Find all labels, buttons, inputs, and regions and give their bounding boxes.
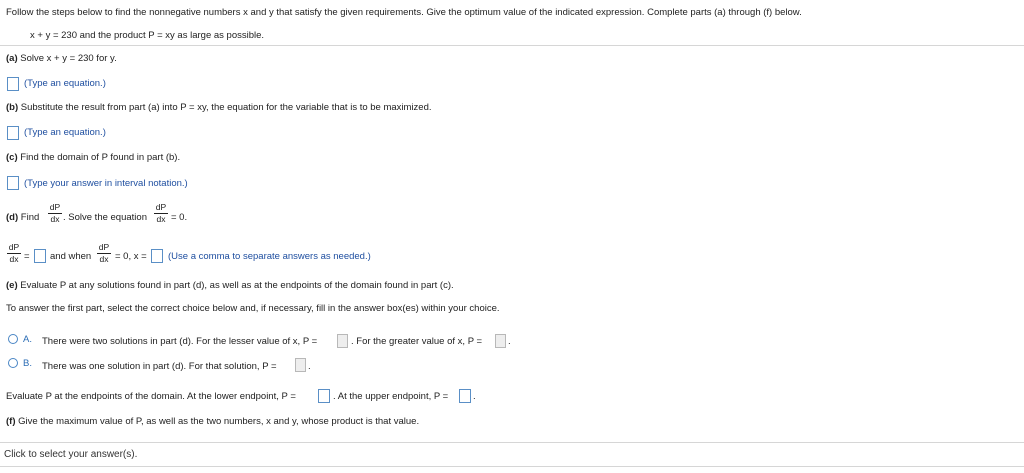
choice-b-p-box[interactable] — [295, 358, 306, 372]
choice-b-text: There was one solution in part (d). For that solution, P = — [42, 361, 277, 372]
given-condition: x + y = 230 and the product P = xy as large as possible. — [30, 30, 265, 41]
endpoints-period: . — [473, 391, 476, 402]
instructions: Follow the steps below to find the nonnegative numbers x and y that satisfy the given requirements. Give the optimum value of the indicated expression. Complete parts (a) through (f) below. — [6, 7, 802, 18]
lower-endpoint-p-box[interactable] — [318, 389, 330, 403]
equals-sign: = — [24, 251, 30, 262]
choice-a-period: . — [508, 336, 511, 347]
part-a-question: (a) Solve x + y = 230 for y. — [6, 53, 117, 64]
part-d-eq-zero: = 0. — [171, 212, 188, 223]
part-c-hint: (Type your answer in interval notation.) — [24, 178, 188, 189]
and-when-text: and when — [50, 251, 92, 262]
part-e-instruction: To answer the first part, select the correct choice below and, if necessary, fill in the answer box(es) within your choice. — [6, 303, 500, 314]
part-c-answer-box[interactable] — [7, 176, 19, 190]
endpoints-text: Evaluate P at the endpoints of the domain. At the lower endpoint, P = — [6, 391, 296, 402]
dp-dx-fraction: dP dx — [8, 242, 20, 264]
choice-a-letter: A. — [23, 334, 32, 345]
footer-instruction: Click to select your answer(s). — [4, 449, 138, 460]
part-b-answer-box[interactable] — [7, 126, 19, 140]
dp-dx-fraction: dP dx — [155, 202, 167, 224]
upper-endpoint-p-box[interactable] — [459, 389, 471, 403]
part-e-question: (e) Evaluate P at any solutions found in part (d), as well as at the endpoints of the domain found in part (c). — [6, 280, 454, 291]
part-d-label: (d) Find — [6, 212, 40, 223]
choice-a-radio[interactable] — [8, 334, 18, 344]
part-a-answer-box[interactable] — [7, 77, 19, 91]
choice-a-lesser-p-box[interactable] — [337, 334, 348, 348]
divider — [0, 45, 1024, 46]
part-b-hint: (Type an equation.) — [24, 127, 106, 138]
choice-a-text: There were two solutions in part (d). For the lesser value of x, P = — [42, 336, 318, 347]
part-c-question: (c) Find the domain of P found in part (b). — [6, 152, 181, 163]
dp-dx-fraction: dP dx — [98, 242, 110, 264]
choice-a-text-2: . For the greater value of x, P = — [351, 336, 483, 347]
choice-b-radio[interactable] — [8, 358, 18, 368]
choice-a-greater-p-box[interactable] — [495, 334, 506, 348]
part-d-solve-text: . Solve the equation — [63, 212, 147, 223]
choice-b-period: . — [308, 361, 311, 372]
part-b-question: (b) Substitute the result from part (a) into P = xy, the equation for the variable that is to be maximized. — [6, 102, 432, 113]
critical-x-answer-box[interactable] — [151, 249, 163, 263]
part-f-question: (f) Give the maximum value of P, as well as the two numbers, x and y, whose product is that value. — [6, 416, 420, 427]
footer-divider — [0, 466, 1024, 467]
part-d-hint: (Use a comma to separate answers as needed.) — [168, 251, 371, 262]
equals-zero-x-text: = 0, x = — [115, 251, 147, 262]
part-a-hint: (Type an equation.) — [24, 78, 106, 89]
footer-divider — [0, 442, 1024, 443]
endpoints-text-2: . At the upper endpoint, P = — [333, 391, 449, 402]
dp-dx-fraction: dP dx — [49, 202, 61, 224]
choice-b-letter: B. — [23, 358, 32, 369]
derivative-answer-box[interactable] — [34, 249, 46, 263]
